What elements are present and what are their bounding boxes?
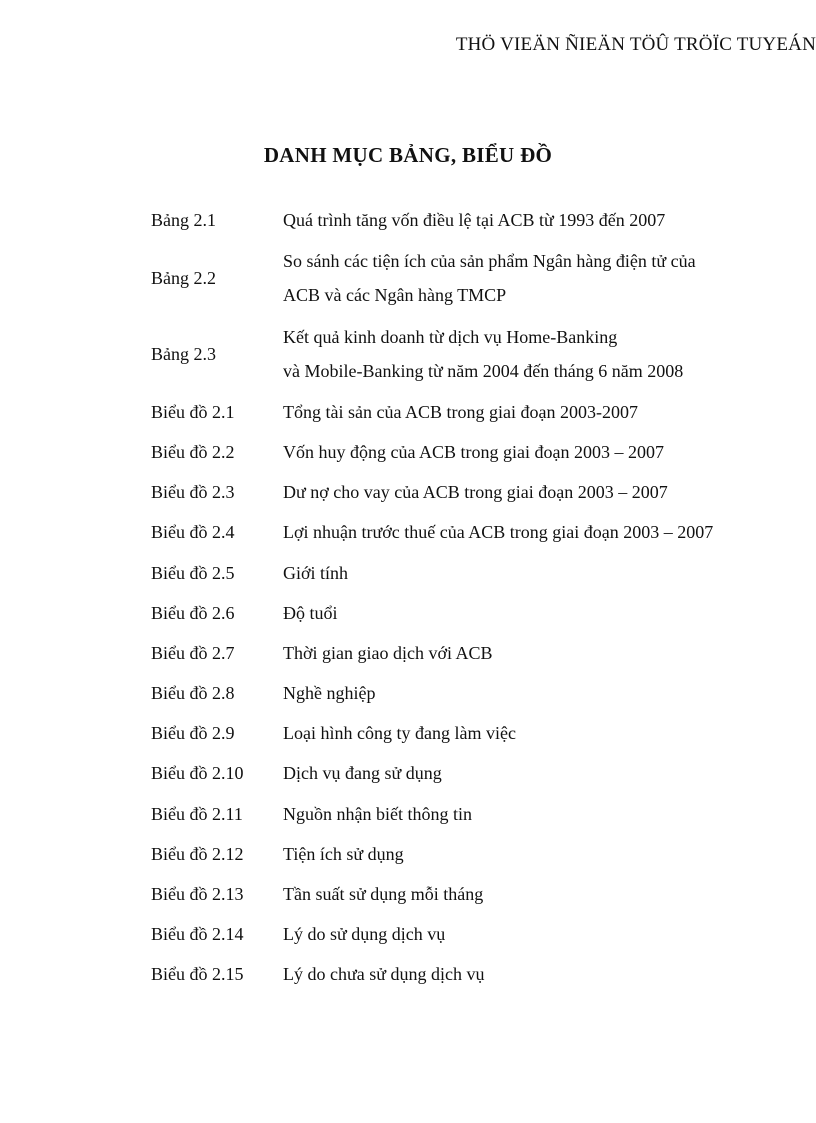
toc-entry-description-line: Thời gian giao dịch với ACB	[283, 642, 493, 663]
toc-entry	[0, 473, 816, 513]
toc-entry-label: Biểu đồ 2.9	[151, 723, 235, 744]
toc-entry-description	[283, 603, 803, 624]
toc-entry-description-line: Loại hình công ty đang làm việc	[283, 723, 516, 744]
toc-entry-description	[283, 210, 803, 231]
toc-entry	[0, 714, 816, 754]
toc-entry-label: Biểu đồ 2.8	[151, 683, 235, 704]
toc-entry-description-line: ACB và các Ngân hàng TMCP	[283, 285, 507, 306]
toc-entry-label: Biểu đồ 2.4	[151, 522, 235, 543]
toc-entry-description	[283, 964, 803, 985]
toc-entry-description-line: Lý do sử dụng dịch vụ	[283, 924, 446, 945]
toc-entry-label: Biểu đồ 2.14	[151, 924, 244, 945]
toc-entry-description	[283, 402, 803, 423]
toc-entry-description-line: Dư nợ cho vay của ACB trong giai đoạn 2003 – 2007	[283, 482, 668, 503]
toc-entry	[0, 794, 816, 834]
toc-entry-description-line: Dịch vụ đang sử dụng	[283, 763, 442, 784]
toc-entry	[0, 240, 816, 316]
toc-entry-description-line: Nguồn nhận biết thông tin	[283, 803, 472, 824]
toc-entry-description-line: Vốn huy động của ACB trong giai đoạn 2003 – 2007	[283, 441, 664, 462]
toc-entry-description	[283, 804, 803, 825]
toc-entry-description-line: Giới tính	[283, 562, 349, 583]
toc-entry	[0, 834, 816, 874]
toc-entry-description-line: Tiện ích sử dụng	[283, 843, 404, 864]
toc-entry-description	[283, 482, 803, 503]
toc-entry-label: Biểu đồ 2.6	[151, 602, 235, 623]
toc-entry-description	[283, 723, 803, 744]
toc-entry-description	[283, 643, 803, 664]
toc-entry-description-line: Nghề nghiệp	[283, 683, 376, 704]
toc-entry-description-line: Tổng tài sản của ACB trong giai đoạn 2003-2007	[283, 401, 638, 422]
toc-entry	[0, 915, 816, 955]
toc-entry-description	[283, 683, 803, 704]
toc-entry-description-line: Kết quả kinh doanh từ dịch vụ Home-Banking	[283, 327, 618, 348]
toc-entry-description	[283, 320, 803, 388]
toc-entry	[0, 432, 816, 472]
toc-entry-label: Biểu đồ 2.13	[151, 884, 244, 905]
toc-entry-description-line: và Mobile-Banking từ năm 2004 đến tháng 6 năm 2008	[283, 361, 684, 382]
toc-entry-label: Biểu đồ 2.10	[151, 763, 244, 784]
page-header: THÖ VIEÄN ÑIEÄN TÖÛ TRÖÏC TUYEÁN	[455, 34, 816, 55]
table-of-figures	[0, 200, 816, 995]
toc-entry-label: Biểu đồ 2.12	[151, 843, 244, 864]
toc-entry-description	[283, 244, 803, 312]
toc-entry-description-line: Lý do chưa sử dụng dịch vụ	[283, 964, 485, 985]
toc-entry	[0, 674, 816, 714]
toc-entry	[0, 593, 816, 633]
toc-entry-description-line: Độ tuổi	[283, 602, 338, 623]
toc-entry-description	[283, 844, 803, 865]
toc-entry	[0, 392, 816, 432]
toc-entry-description	[283, 763, 803, 784]
toc-entry-description	[283, 884, 803, 905]
toc-entry-description	[283, 924, 803, 945]
toc-entry-label: Biểu đồ 2.11	[151, 803, 243, 824]
toc-entry-label: Biểu đồ 2.7	[151, 642, 235, 663]
toc-entry-label: Bảng 2.3	[151, 343, 216, 364]
toc-entry-description	[283, 563, 803, 584]
toc-entry-description	[283, 522, 803, 543]
toc-entry-description	[283, 442, 803, 463]
toc-entry-label: Bảng 2.2	[151, 267, 216, 288]
toc-entry-label: Bảng 2.1	[151, 209, 216, 230]
toc-entry	[0, 200, 816, 240]
page-title: DANH MỤC BẢNG, BIỂU ĐỒ	[263, 143, 553, 167]
toc-entry-description-line: Tần suất sử dụng mỗi tháng	[283, 884, 484, 905]
toc-entry	[0, 874, 816, 914]
toc-entry	[0, 553, 816, 593]
toc-entry-label: Biểu đồ 2.5	[151, 562, 235, 583]
toc-entry-description-line: Quá trình tăng vốn điều lệ tại ACB từ 1993 đến 2007	[283, 209, 666, 230]
toc-entry	[0, 754, 816, 794]
toc-entry	[0, 513, 816, 553]
toc-entry-label: Biểu đồ 2.15	[151, 964, 244, 985]
toc-entry-label: Biểu đồ 2.1	[151, 401, 235, 422]
toc-entry	[0, 633, 816, 673]
toc-entry-description-line: So sánh các tiện ích của sản phẩm Ngân hàng điện tử của	[283, 251, 696, 272]
toc-entry-description-line: Lợi nhuận trước thuế của ACB trong giai đoạn 2003 – 2007	[283, 522, 714, 543]
toc-entry-label: Biểu đồ 2.3	[151, 482, 235, 503]
toc-entry-label: Biểu đồ 2.2	[151, 441, 235, 462]
toc-entry	[0, 955, 816, 995]
toc-entry	[0, 316, 816, 392]
